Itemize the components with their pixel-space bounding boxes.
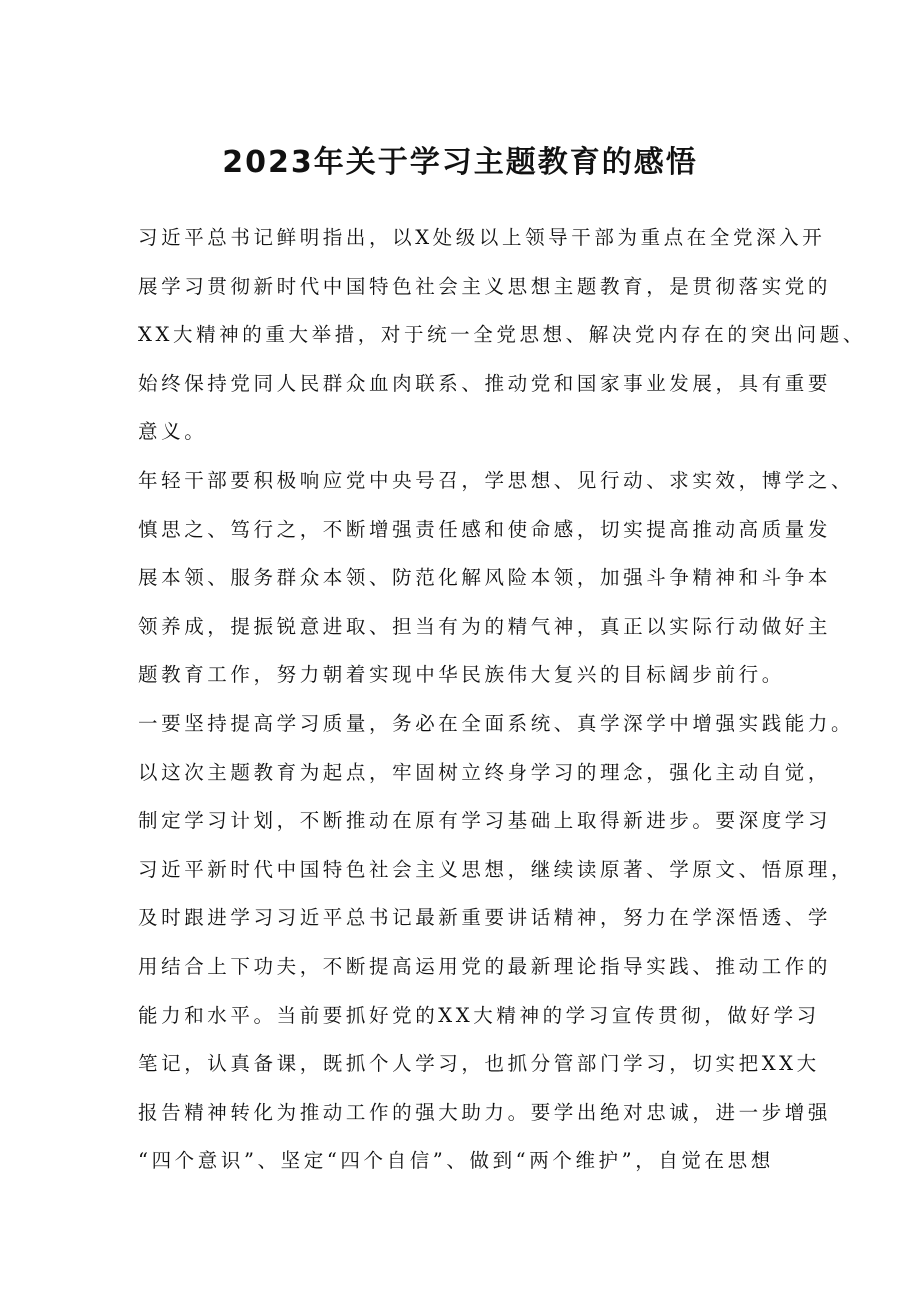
body-line: 以这次主题教育为起点，牢固树立终身学习的理念，强化主动自觉， (138, 760, 832, 784)
body-line: 题教育工作，努力朝着实现中华民族伟大复兴的目标阔步前行。 (138, 663, 785, 687)
body-line: 领养成，提振锐意进取、担当有为的精气神，真正以实际行动做好主 (138, 614, 832, 638)
body-line: 意义。 (138, 420, 208, 444)
document-body (138, 214, 866, 1186)
body-line: 及时跟进学习习近平总书记最新重要讲话精神，努力在学深悟透、学 (138, 906, 832, 930)
body-line: 制定学习计划，不断推动在原有学习基础上取得新进步。要深度学习 (138, 809, 832, 833)
body-line: 年轻干部要积极响应党中央号召，学思想、见行动、求实效，博学之、 (138, 468, 855, 492)
body-line: 展学习贯彻新时代中国特色社会主义思想主题教育，是贯彻落实党的 (138, 274, 832, 298)
body-line: 一要坚持提高学习质量，务必在全面系统、真学深学中增强实践能力。 (138, 711, 855, 735)
body-line: 能力和水平。当前要抓好党的XX大精神的学习宣传贯彻，做好学习 (138, 1003, 820, 1027)
body-line: 报告精神转化为推动工作的强大助力。要学出绝对忠诚，进一步增强 (138, 1100, 832, 1124)
body-line: 习近平总书记鲜明指出，以X处级以上领导干部为重点在全党深入开 (138, 226, 826, 249)
body-line: “四个意识”、坚定“四个自信”、做到“两个维护”，自觉在思想 (138, 1149, 774, 1173)
body-line: 笔记，认真备课，既抓个人学习，也抓分管部门学习，切实把XX大 (138, 1052, 820, 1076)
body-line: 始终保持党同人民群众血肉联系、推动党和国家事业发展，具有重要 (138, 371, 832, 395)
body-line: 习近平新时代中国特色社会主义思想，继续读原著、学原文、悟原理， (138, 857, 855, 881)
body-line: 用结合上下功夫，不断提高运用党的最新理论指导实践、推动工作的 (138, 954, 832, 978)
body-line: XX大精神的重大举措，对于统一全党思想、解决党内存在的突出问题、 (138, 323, 866, 347)
body-line: 展本领、服务群众本领、防范化解风险本领，加强斗争精神和斗争本 (138, 566, 832, 590)
body-line: 慎思之、笃行之，不断增强责任感和使命感，切实提高推动高质量发 (138, 517, 832, 541)
document-title: 2023年关于学习主题教育的感悟 (222, 145, 698, 180)
